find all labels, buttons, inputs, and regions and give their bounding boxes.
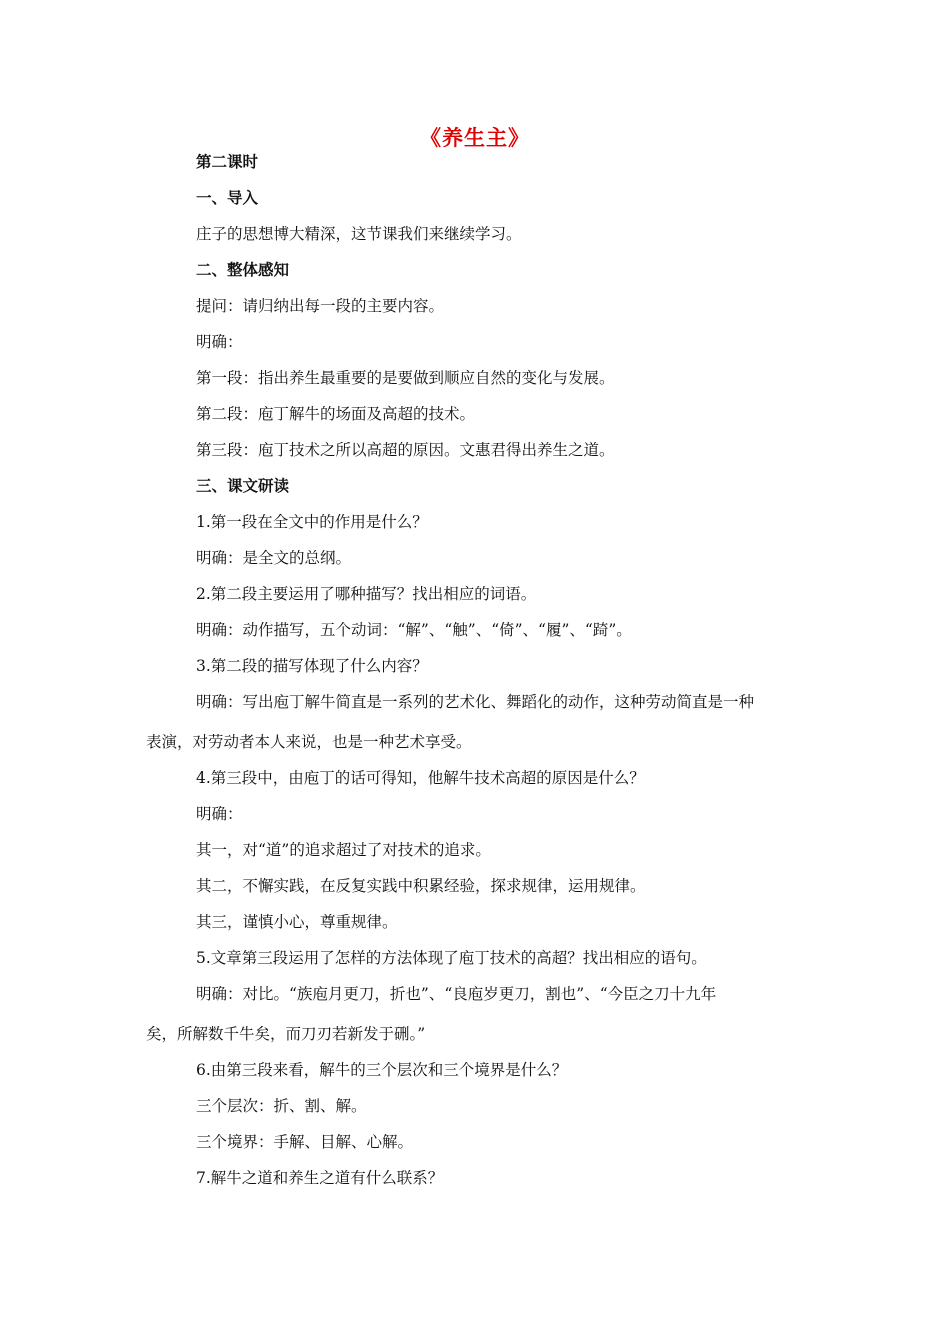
answer-line: 三个层次：折、割、解。 — [196, 1097, 367, 1115]
paragraph-line: 第二段：庖丁解牛的场面及高超的技术。 — [196, 405, 476, 423]
section-heading-intro: 一、导入 — [196, 189, 259, 207]
paragraph-line: 明确： — [196, 333, 243, 351]
paragraph-line: 第一段：指出养生最重要的是要做到顺应自然的变化与发展。 — [196, 369, 615, 387]
question-line: 5.文章第三段运用了怎样的方法体现了庖丁技术的高超？找出相应的语句。 — [196, 949, 707, 967]
question-line: 7.解牛之道和养生之道有什么联系？ — [196, 1169, 444, 1187]
question-line: 2.第二段主要运用了哪种描写？找出相应的词语。 — [196, 585, 537, 603]
question-line: 3.第二段的描写体现了什么内容？ — [196, 657, 428, 675]
answer-line-continued: 表演，对劳动者本人来说，也是一种艺术享受。 — [146, 733, 472, 751]
answer-line: 明确：对比。“族庖月更刀，折也”、“良庖岁更刀，割也”、“今臣之刀十九年 — [196, 985, 717, 1003]
answer-line: 明确： — [196, 805, 243, 823]
section-heading-lesson: 第二课时 — [196, 153, 259, 171]
answer-line: 其一，对“道”的追求超过了对技术的追求。 — [196, 841, 491, 859]
answer-line: 其三，谨慎小心，尊重规律。 — [196, 913, 398, 931]
answer-line: 三个境界：手解、目解、心解。 — [196, 1133, 414, 1151]
paragraph-line: 庄子的思想博大精深，这节课我们来继续学习。 — [196, 225, 522, 243]
question-line: 6.由第三段来看，解牛的三个层次和三个境界是什么？ — [196, 1061, 568, 1079]
answer-line: 明确：动作描写，五个动词：“解”、“触”、“倚”、“履”、“踦”。 — [196, 621, 632, 639]
answer-line: 明确：写出庖丁解牛简直是一系列的艺术化、舞蹈化的动作，这种劳动简直是一种 — [196, 693, 755, 711]
document-title: 《养生主》 — [420, 125, 530, 150]
section-heading-study: 三、课文研读 — [196, 477, 290, 495]
section-heading-overview: 二、整体感知 — [196, 261, 290, 279]
answer-line: 明确：是全文的总纲。 — [196, 549, 352, 567]
question-line: 4.第三段中，由庖丁的话可得知，他解牛技术高超的原因是什么？ — [196, 769, 645, 787]
paragraph-line: 提问：请归纳出每一段的主要内容。 — [196, 297, 445, 315]
paragraph-line: 第三段：庖丁技术之所以高超的原因。文惠君得出养生之道。 — [196, 441, 615, 459]
answer-line: 其二，不懈实践，在反复实践中积累经验，探求规律，运用规律。 — [196, 877, 646, 895]
question-line: 1.第一段在全文中的作用是什么？ — [196, 513, 428, 531]
answer-line-continued: 矣，所解数千牛矣，而刀刃若新发于硎。” — [146, 1025, 426, 1043]
